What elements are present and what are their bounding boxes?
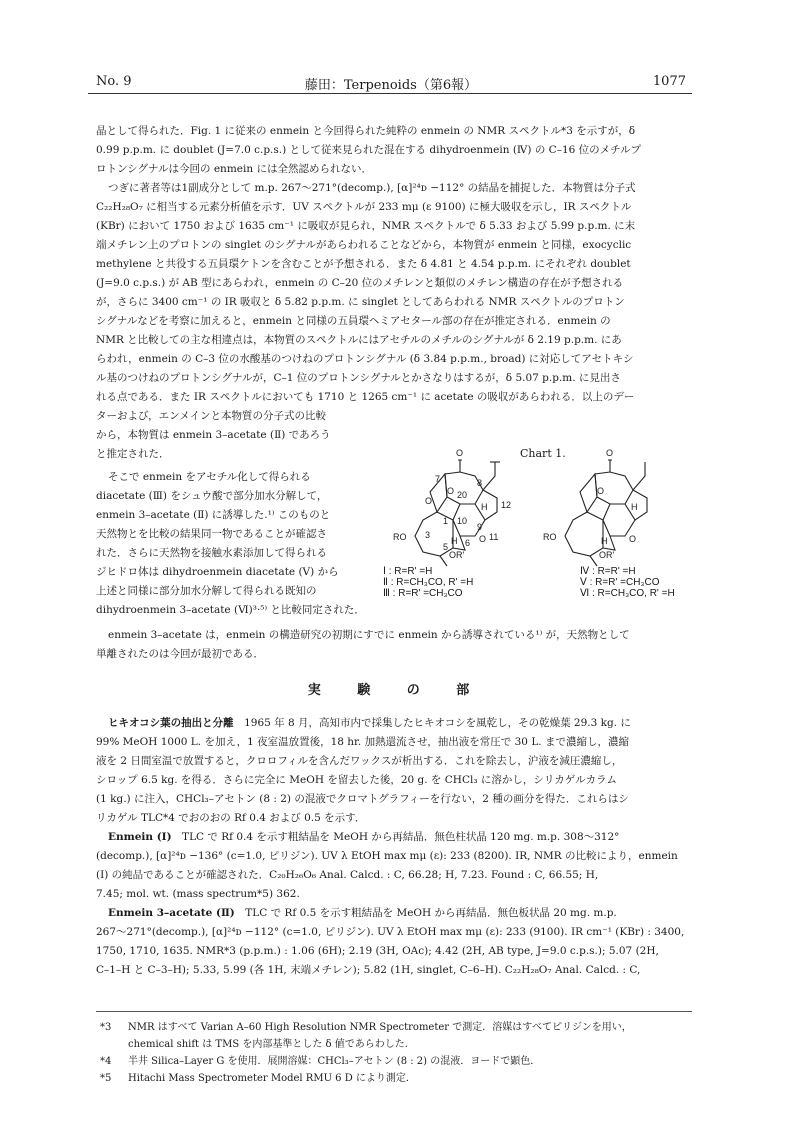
body-line: 0.99 p.p.m. に doublet (J=7.0 c.p.s.) として従来見られた混在する dihydroenmein (Ⅳ) の C–16 位のメチルプ (96, 144, 642, 156)
exp-line (96, 735, 696, 749)
body-line: NMR と比較しての主な相違点は，本物質のスペクトルにはアセチルのメチルのシグナルが δ 2.19 p.p.m. にあ (96, 334, 622, 346)
exp-line (96, 887, 696, 901)
header-rule (88, 93, 692, 94)
atom-label: 3 (425, 530, 431, 540)
atom-label: O (479, 534, 487, 544)
atom-label: 12 (501, 500, 512, 510)
body-line: enmein 3–acetate は，enmein の構造研究の初期にすでに enmein から誘導されている¹⁾ が，天然物として (108, 629, 630, 641)
atom-label: 6 (465, 538, 471, 548)
footnote-text: 半井 Silica–Layer G を使用．展開溶媒：CHCl₃–アセトン (8 : 2) の混液．ヨードで顕色． (128, 1056, 541, 1067)
body-line: が，さらに 3400 cm⁻¹ の IR 吸収と δ 5.82 p.p.m. に singlet としてあらわれる NMR スペクトルのプロトン (96, 296, 625, 308)
atom-label: O (425, 496, 433, 506)
exp-text: TLC で Rf 0.5 を示す粗結晶を MeOH から再結晶．無色板状晶 20 mg. m.p. (234, 907, 617, 919)
atom-label: H (481, 502, 488, 512)
atom-label: OR' (449, 550, 465, 560)
exp-text: TLC で Rf 0.4 を示す粗結晶を MeOH から再結晶．無色柱状晶 120 mg. m.p. 308～312° (171, 831, 620, 843)
column-line: と推定された． (96, 448, 170, 460)
legend-entry: Ⅵ : R=CH₃CO, R' =H (580, 588, 675, 599)
atom-label: O (456, 448, 464, 458)
atom-label: O (447, 486, 455, 496)
body-line: 晶として得られた．Fig. 1 に従来の enmein と今回得られた純粋の enmein の NMR スペクトル*3 を示すが，δ (96, 125, 636, 137)
atom-label: O (629, 534, 637, 544)
issue-number: No. 9 (96, 74, 132, 89)
exp-line (96, 754, 696, 768)
exp-text: (1 kg.) に注入，CHCl₃–アセトン (8 : 2) の混液でクロマトグラフィーを行ない，2 種の画分を得た．これらはシ (96, 793, 629, 805)
body-line: ル基のつけねのプロトンシグナルが，C–1 位のプロトンシグナルとかさなりはするが，δ 5.07 p.p.m. に見出さ (96, 372, 621, 384)
chart-legend-right (580, 566, 675, 599)
exp-text: (decomp.), [α]²⁴ᴅ −136° (c=1.0, ピリジン). UV λ EtOH max mμ (ε): 233 (8200). IR, NMR の比較により，enmein (96, 850, 678, 862)
footnote (100, 1055, 700, 1068)
body-line: C₂₂H₂₈O₇ に相当する元素分析値を示す．UV スペクトルが 233 mμ (ε 9100) に極大吸収を示し，IR スペクトル (96, 201, 632, 213)
footnote-rule (96, 1011, 692, 1012)
exp-line (96, 963, 696, 977)
atom-label: H (601, 536, 608, 546)
exp-text: C–1–H と C–3–H); 5.33, 5.99 (各 1H, 末端メチレン); 5.82 (1H, singlet, C–6–H). C₂₂H₂₈O₇ Anal. Calcd. : C, (96, 964, 641, 976)
body-line: (KBr) において 1750 および 1635 cm⁻¹ に吸収が見られ，NMR スペクトルで δ 5.33 および 5.99 p.p.m. に末 (96, 220, 636, 232)
atom-label: O (606, 448, 614, 458)
atom-label: H (631, 502, 638, 512)
body-line: methylene と共役する五員環ケトンを含むことが予想される．また δ 4.81 と 4.54 p.p.m. にそれぞれ doublet (96, 258, 631, 270)
body-line: ロトンシグナルは今回の enmein には全然認められない． (96, 163, 372, 175)
footnote-mark: *4 (100, 1056, 112, 1067)
column-line: ジヒドロ体は dihydroenmein diacetate (Ⅴ) から (96, 566, 339, 578)
body-line: れる点である．また IR スペクトルにおいても 1710 と 1265 cm⁻¹ に acetate の吸収があらわれる．以上のデー (96, 391, 635, 403)
exp-text: 267～271°(decomp.), [α]²⁴ᴅ −112° (c=1.0, ピリジン). UV λ EtOH max mμ (ε): 233 (9100). IR cm⁻¹ (KBr) : 3400, (96, 926, 685, 938)
atom-label: 5 (443, 542, 449, 552)
atom-label: 7 (435, 474, 441, 484)
exp-text: リカゲル TLC*4 でおのおの Rf 0.4 および 0.5 を示す． (96, 812, 366, 824)
footnote (100, 1072, 700, 1085)
atom-label: 11 (489, 532, 499, 542)
footnote-text: Hitachi Mass Spectrometer Model RMU 6 D により測定． (128, 1073, 416, 1084)
atom-label: OR' (599, 550, 615, 560)
body-line: 単離されたのは今回が最初である． (96, 648, 264, 660)
atom-label: RO (393, 532, 407, 542)
column-line: から，本物質は enmein 3–acetate (Ⅱ) であろう (96, 429, 331, 441)
running-header (96, 74, 686, 92)
exp-text: (Ⅰ) の純品であることが確認された．C₂₀H₂₆O₆ Anal. Calcd. : C, 66.28; H, 7.23. Found : C, 66.55; H, (96, 869, 599, 881)
footnote (100, 1021, 700, 1034)
exp-line (96, 849, 696, 863)
page-number: 1077 (652, 74, 686, 89)
footnote (100, 1038, 700, 1051)
atom-label: H (451, 536, 458, 546)
body-line: シグナルなどを考察に加えると，enmein と同様の五員環ヘミアセタール部の存在が推定される．enmein の (96, 315, 611, 327)
column-line: dihydroenmein 3–acetate (Ⅵ)³·⁵⁾ と比較同定された． (96, 604, 365, 616)
exp-line (108, 830, 708, 844)
exp-line (96, 868, 696, 882)
column-line: 天然物とを比較の結果同一物であることが確認さ (96, 528, 327, 540)
column-line: そこで enmein をアセチル化して得られる (108, 471, 311, 483)
legend-entry: Ⅳ : R=R' =H (580, 566, 636, 577)
exp-line (96, 811, 696, 825)
exp-line (96, 773, 696, 787)
atom-label: O (597, 486, 605, 496)
body-line: つぎに著者等は1副成分として m.p. 267～271°(decomp.), [α]²⁴ᴅ −112° の結晶を捕捉した．本物質は分子式 (108, 182, 636, 194)
exp-line (96, 792, 696, 806)
body-line: ターおよび，エンメインと本物質の分子式の比較 (96, 410, 327, 422)
exp-text: 1750, 1710, 1635. NMR*3 (p.p.m.) : 1.06 (6H); 2.19 (3H, OAc); 4.42 (2H, AB type, J=9.0 c.p.s.); 5.07 (2H, (96, 945, 659, 957)
atom-label: 10 (457, 516, 468, 526)
legend-entry: Ⅲ : R=R' =CH₃CO (383, 588, 463, 599)
legend-entry: Ⅴ : R=R' =CH₃CO (580, 577, 660, 588)
body-line: (J=9.0 c.p.s.) が AB 型にあらわれ，enmein の C–20 位のメチレンと類似のメチレン構造の存在が予想される (96, 277, 624, 289)
footnote-text: NMR はすべて Varian A–60 High Resolution NMR Spectrometer で測定．溶媒はすべてピリジンを用い， (128, 1022, 632, 1033)
exp-line (108, 906, 708, 920)
column-line: diacetate (Ⅲ) をシュウ酸で部分加水分解して， (96, 490, 328, 502)
exp-text: 1965 年 8 月，高知市内で採集したヒキオコシを風乾し，その乾燥葉 29.3 kg. に (233, 717, 631, 729)
chart-legend-left (383, 566, 473, 599)
column-line: れた．さらに天然物を接触水素添加して得られる (96, 547, 327, 559)
atom-label: 9 (477, 522, 483, 532)
footnote-mark: *5 (100, 1073, 112, 1084)
atom-label: 20 (457, 490, 468, 500)
exp-bold: Enmein (Ⅰ) (108, 831, 172, 843)
exp-bold: Enmein 3–acetate (Ⅱ) (108, 907, 235, 919)
atom-label: 8 (477, 478, 483, 488)
exp-text: シロップ 6.5 kg. を得る．さらに完全に MeOH を留去した後，20 g. を CHCl₃ に溶かし，シリカゲルカラム (96, 774, 617, 786)
exp-line (96, 925, 696, 939)
exp-text: 99% MeOH 1000 L. を加え，1 夜室温放置後，18 hr. 加熱還流させ，抽出液を常圧で 30 L. まで濃縮し，濃縮 (96, 736, 629, 748)
legend-entry: Ⅱ : R=CH₃CO, R' =H (383, 577, 474, 588)
body-line: 端メチレン上のプロトンの singlet のシグナルがあらわれることなどから，本物質が enmein と同様，exocyclic (96, 239, 632, 251)
body-line: らわれ，enmein の C–3 位の水酸基のつけねのプロトンシグナル (δ 3.84 p.p.m., broad) に対応してアセトキシ (96, 353, 634, 365)
exp-text: 液を 2 日間室温で放置すると，クロロフィルを含んだワックスが析出する．これを除去し，沪液を減圧濃縮し， (96, 755, 623, 767)
chart-title: Chart 1. (520, 447, 566, 460)
atom-label: RO (543, 532, 557, 542)
exp-line (96, 944, 696, 958)
exp-bold: ヒキオコシ葉の抽出と分離 (108, 717, 234, 729)
exp-line (108, 716, 708, 730)
section-heading: 実 験 の 部 (307, 683, 486, 698)
exp-text: 7.45; mol. wt. (mass spectrum*5) 362. (96, 888, 300, 900)
footnote-text: chemical shift は TMS を内部基準とした δ 値であらわした． (128, 1039, 415, 1050)
column-line: 上述と同様に部分加水分解して得られる既知の (96, 585, 317, 597)
legend-entry: Ⅰ : R=R' =H (383, 566, 433, 577)
footnote-mark: *3 (100, 1022, 112, 1033)
running-title: 藤田：Terpenoids（第6報） (304, 78, 478, 93)
column-line: enmein 3–acetate (Ⅱ) に誘導した.¹⁾ このものと (96, 509, 331, 521)
atom-label: 1 (443, 516, 449, 526)
